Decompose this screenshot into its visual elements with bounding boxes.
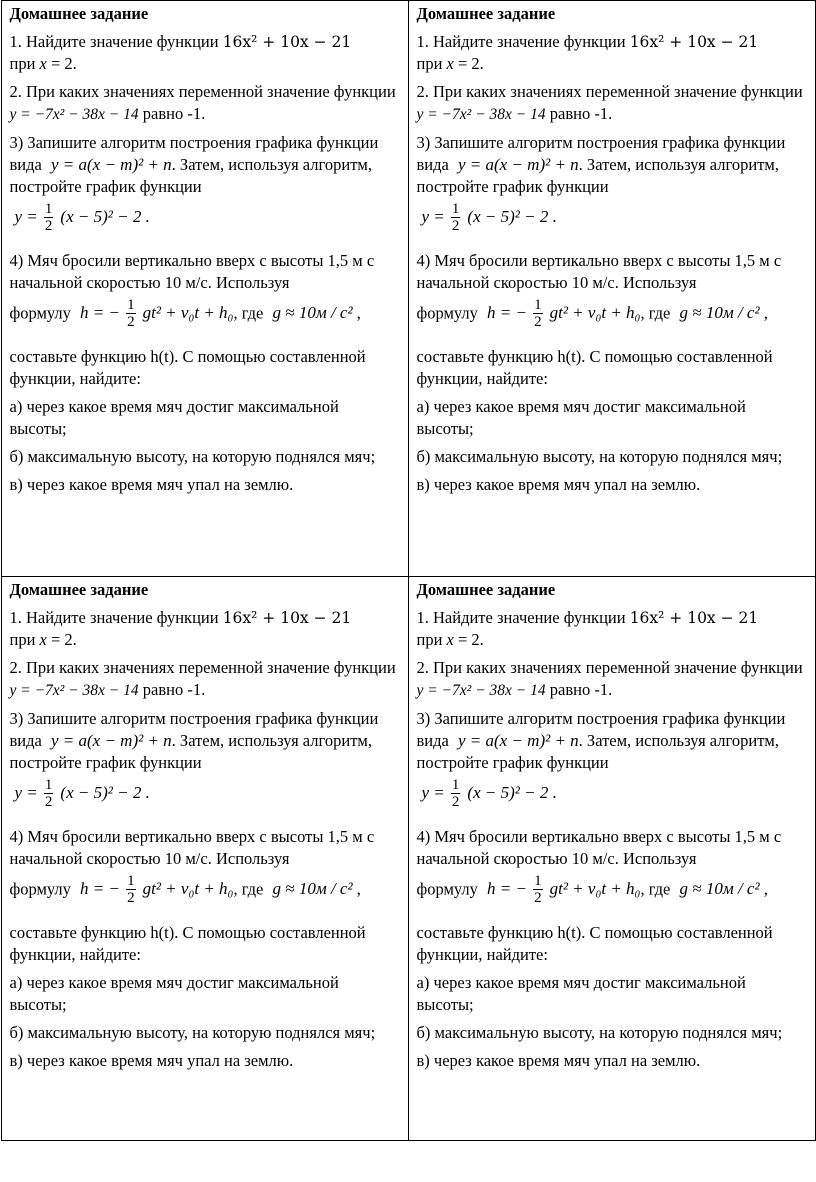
- fraction-numerator: 1: [44, 201, 53, 217]
- task-4-compose: составьте функцию h(t). С помощью составленной функции, найдите:: [9, 347, 366, 388]
- task-4-formula: [10, 298, 400, 338]
- task-2-text: 2. При каких значениях переменной значение функции: [9, 82, 396, 101]
- task-4-formula: [417, 874, 807, 914]
- formula-where: , где: [233, 879, 268, 899]
- card-title: Домашнее задание: [416, 580, 556, 599]
- task-1-value: = 2.: [46, 54, 77, 73]
- formula-label: формулу: [416, 303, 483, 323]
- formula-where: , где: [640, 879, 675, 899]
- task-2-suffix: равно -1.: [545, 104, 613, 123]
- task-3-formula: [417, 778, 807, 818]
- task-1-variable: x: [39, 630, 47, 649]
- task-4-item-c: в) через какое время мяч упал на землю.: [416, 475, 701, 494]
- task-3-text: 3) Запишите алгоритм построения графика функции вида: [416, 133, 786, 174]
- task-2-expression: y = −7x² − 38x − 14: [9, 106, 139, 123]
- task-2-text: 2. При каких значениях переменной значение функции: [9, 658, 396, 677]
- task-2-expression: y = −7x² − 38x − 14: [9, 682, 139, 699]
- task-1-condition: при: [416, 630, 447, 649]
- task-2-suffix: равно -1.: [138, 680, 206, 699]
- formula-h: h = −: [80, 879, 120, 899]
- task-4-formula: [10, 874, 400, 914]
- card-title: Домашнее задание: [416, 4, 556, 23]
- card-cell: [408, 1, 815, 577]
- task-2-expression: y = −7x² − 38x − 14: [416, 106, 546, 123]
- task-1-value: = 2.: [453, 630, 484, 649]
- formula-label: формулу: [416, 879, 483, 899]
- task-1-variable: x: [39, 54, 47, 73]
- task-2: [417, 81, 807, 126]
- formula-body: gt² + v₀t + h₀: [142, 303, 234, 323]
- task-4-compose: составьте функцию h(t). С помощью составленной функции, найдите:: [9, 923, 366, 964]
- task-4-item-a: а) через какое время мяч достиг максимальной высоты;: [9, 973, 339, 1014]
- fraction-one-half: [44, 777, 54, 810]
- task-2-suffix: равно -1.: [545, 680, 613, 699]
- grid-row: [1, 1, 815, 577]
- task-4: [417, 250, 807, 496]
- formula-rest: (x − 5)² − 2 .: [467, 783, 557, 803]
- fraction-numerator: 1: [451, 201, 460, 217]
- formula-rest: (x − 5)² − 2 .: [60, 783, 150, 803]
- task-3-after: . Затем, используя алгоритм, постройте график функции: [416, 731, 779, 772]
- task-3: [10, 708, 400, 818]
- task-4: [10, 826, 400, 1072]
- task-1-condition: при: [9, 630, 40, 649]
- formula-h: h = −: [487, 879, 527, 899]
- card-cell: [1, 1, 408, 577]
- formula-comma: ,: [352, 303, 361, 323]
- fraction-numerator: 1: [127, 297, 135, 313]
- task-3-formula: [10, 202, 400, 242]
- task-4-compose: составьте функцию h(t). С помощью составленной функции, найдите:: [416, 923, 773, 964]
- task-1-text: 1. Найдите значение функции: [416, 608, 630, 627]
- fraction-denominator: 2: [44, 794, 53, 810]
- fraction-one-half: [126, 297, 136, 330]
- fraction-denominator: 2: [534, 314, 542, 330]
- fraction-one-half: [44, 201, 54, 234]
- task-1-text: 1. Найдите значение функции: [416, 32, 630, 51]
- task-2-text: 2. При каких значениях переменной значение функции: [416, 658, 803, 677]
- formula-y: y =: [421, 783, 445, 803]
- formula-g: g ≈ 10м / c²: [679, 879, 760, 899]
- formula-rest: (x − 5)² − 2 .: [467, 207, 557, 227]
- task-1-expression: 16x² + 10x − 21: [629, 609, 759, 627]
- task-1-value: = 2.: [46, 630, 77, 649]
- task-1-expression: 16x² + 10x − 21: [222, 33, 352, 51]
- task-2: [10, 81, 400, 126]
- fraction-one-half: [126, 873, 136, 906]
- formula-y: y =: [14, 207, 38, 227]
- task-3: [417, 132, 807, 242]
- task-3-formula: [10, 778, 400, 818]
- fraction-denominator: 2: [451, 794, 460, 810]
- task-4-item-c: в) через какое время мяч упал на землю.: [416, 1051, 701, 1070]
- task-4-item-b: б) максимальную высоту, на которую поднялся мяч;: [9, 447, 376, 466]
- task-4-formula: [417, 298, 807, 338]
- task-3-after: . Затем, используя алгоритм, постройте график функции: [416, 155, 779, 196]
- task-2-text: 2. При каких значениях переменной значение функции: [416, 82, 803, 101]
- homework-card: [417, 579, 807, 1072]
- task-1: [417, 31, 807, 75]
- formula-g: g ≈ 10м / c²: [272, 879, 353, 899]
- card-title: Домашнее задание: [9, 580, 149, 599]
- formula-body: gt² + v₀t + h₀: [549, 303, 641, 323]
- task-3-text: 3) Запишите алгоритм построения графика функции вида: [9, 709, 379, 750]
- task-2-suffix: равно -1.: [138, 104, 206, 123]
- task-3-general-form: y = a(x − m)² + n: [50, 731, 172, 750]
- task-4: [417, 826, 807, 1072]
- task-3-text: 3) Запишите алгоритм построения графика функции вида: [9, 133, 379, 174]
- task-4-text: 4) Мяч бросили вертикально вверх с высоты 1,5 м с начальной скоростью 10 м/с. Используя: [416, 827, 782, 868]
- card-cell: [408, 577, 815, 1141]
- task-1-variable: x: [446, 630, 454, 649]
- homework-card: [10, 579, 400, 1072]
- task-2: [417, 657, 807, 702]
- homework-card: [10, 3, 400, 496]
- formula-body: gt² + v₀t + h₀: [549, 879, 641, 899]
- task-3: [417, 708, 807, 818]
- fraction-numerator: 1: [44, 777, 53, 793]
- task-3-after: . Затем, используя алгоритм, постройте график функции: [9, 731, 372, 772]
- formula-y: y =: [421, 207, 445, 227]
- fraction-numerator: 1: [451, 777, 460, 793]
- fraction-one-half: [533, 873, 543, 906]
- formula-where: , где: [640, 303, 675, 323]
- fraction-one-half: [533, 297, 543, 330]
- fraction-denominator: 2: [44, 218, 53, 234]
- task-4-item-b: б) максимальную высоту, на которую поднялся мяч;: [416, 447, 783, 466]
- task-3-general-form: y = a(x − m)² + n: [457, 731, 579, 750]
- fraction-denominator: 2: [127, 314, 135, 330]
- task-3-after: . Затем, используя алгоритм, постройте график функции: [9, 155, 372, 196]
- homework-card: [417, 3, 807, 496]
- formula-body: gt² + v₀t + h₀: [142, 879, 234, 899]
- task-4-compose: составьте функцию h(t). С помощью составленной функции, найдите:: [416, 347, 773, 388]
- fraction-numerator: 1: [534, 873, 542, 889]
- grid-row: [1, 577, 815, 1141]
- task-4-item-a: а) через какое время мяч достиг максимальной высоты;: [416, 973, 746, 1014]
- task-4-text: 4) Мяч бросили вертикально вверх с высоты 1,5 м с начальной скоростью 10 м/с. Используя: [9, 827, 375, 868]
- formula-label: формулу: [9, 303, 76, 323]
- task-4-item-c: в) через какое время мяч упал на землю.: [9, 1051, 294, 1070]
- task-1-expression: 16x² + 10x − 21: [629, 33, 759, 51]
- card-cell: [1, 577, 408, 1141]
- task-4: [10, 250, 400, 496]
- task-3-general-form: y = a(x − m)² + n: [50, 155, 172, 174]
- task-2: [10, 657, 400, 702]
- formula-h: h = −: [80, 303, 120, 323]
- task-1: [10, 607, 400, 651]
- formula-g: g ≈ 10м / c²: [679, 303, 760, 323]
- task-4-item-b: б) максимальную высоту, на которую поднялся мяч;: [416, 1023, 783, 1042]
- fraction-denominator: 2: [127, 890, 135, 906]
- formula-g: g ≈ 10м / c²: [272, 303, 353, 323]
- formula-where: , где: [233, 303, 268, 323]
- fraction-numerator: 1: [127, 873, 135, 889]
- fraction-denominator: 2: [534, 890, 542, 906]
- formula-y: y =: [14, 783, 38, 803]
- card-title: Домашнее задание: [9, 4, 149, 23]
- task-1-variable: x: [446, 54, 454, 73]
- task-4-item-c: в) через какое время мяч упал на землю.: [9, 475, 294, 494]
- task-1: [10, 31, 400, 75]
- formula-rest: (x − 5)² − 2 .: [60, 207, 150, 227]
- formula-h: h = −: [487, 303, 527, 323]
- task-1-text: 1. Найдите значение функции: [9, 608, 223, 627]
- task-4-item-a: а) через какое время мяч достиг максимальной высоты;: [416, 397, 746, 438]
- task-4-item-b: б) максимальную высоту, на которую поднялся мяч;: [9, 1023, 376, 1042]
- task-4-text: 4) Мяч бросили вертикально вверх с высоты 1,5 м с начальной скоростью 10 м/с. Используя: [9, 251, 375, 292]
- task-4-text: 4) Мяч бросили вертикально вверх с высоты 1,5 м с начальной скоростью 10 м/с. Используя: [416, 251, 782, 292]
- homework-grid: [1, 0, 816, 1141]
- task-1: [417, 607, 807, 651]
- formula-comma: ,: [759, 879, 768, 899]
- task-1-value: = 2.: [453, 54, 484, 73]
- task-2-expression: y = −7x² − 38x − 14: [416, 682, 546, 699]
- task-1-expression: 16x² + 10x − 21: [222, 609, 352, 627]
- task-3-text: 3) Запишите алгоритм построения графика функции вида: [416, 709, 786, 750]
- fraction-one-half: [451, 201, 461, 234]
- fraction-one-half: [451, 777, 461, 810]
- fraction-denominator: 2: [451, 218, 460, 234]
- task-3-general-form: y = a(x − m)² + n: [457, 155, 579, 174]
- formula-comma: ,: [352, 879, 361, 899]
- task-1-condition: при: [416, 54, 447, 73]
- task-4-item-a: а) через какое время мяч достиг максимальной высоты;: [9, 397, 339, 438]
- task-3: [10, 132, 400, 242]
- formula-comma: ,: [759, 303, 768, 323]
- task-1-text: 1. Найдите значение функции: [9, 32, 223, 51]
- task-1-condition: при: [9, 54, 40, 73]
- fraction-numerator: 1: [534, 297, 542, 313]
- task-3-formula: [417, 202, 807, 242]
- formula-label: формулу: [9, 879, 76, 899]
